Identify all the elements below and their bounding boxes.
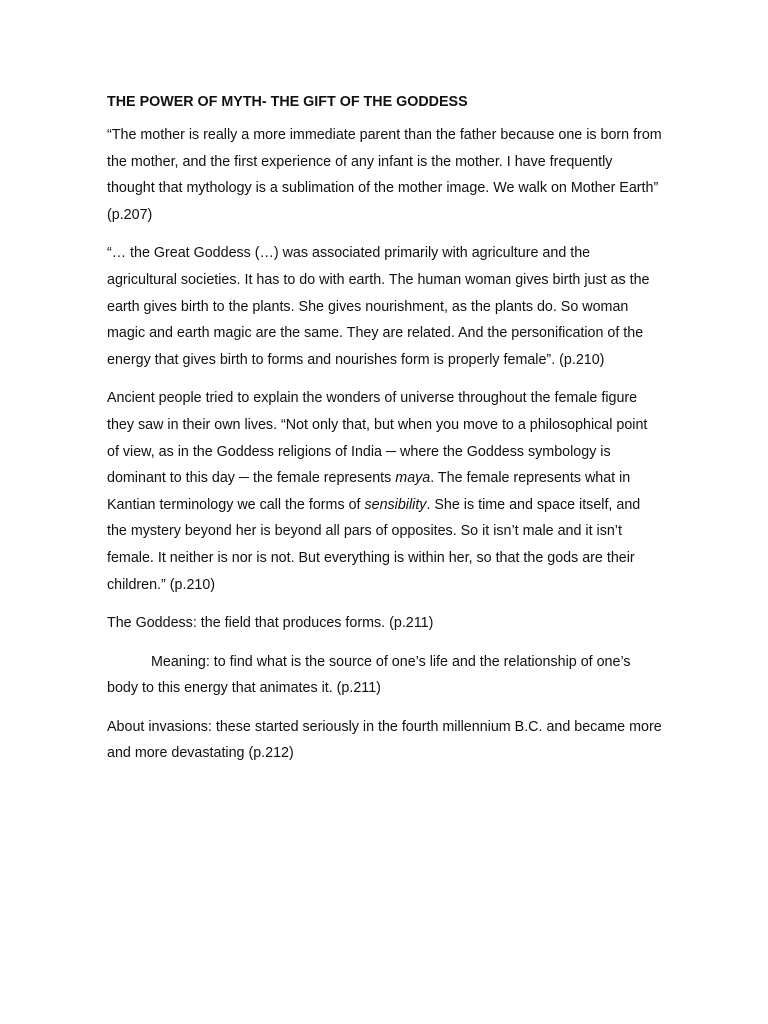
paragraph-text-segment: Ancient people tried to explain the wonders of universe throughout the female figure they saw in their own lives. “Not only that, but when you move to a philosophical point of view, as in the Goddess religions of India ─ where the Goddess symbology is dominant to this day ─ the female represents [107, 390, 648, 487]
paragraph-text-segment: . She is time and space itself, and the mystery beyond her is beyond all pars of opposites. So it isn’t male and it isn’t female. It neither is nor is not. But everything is within her, so that the gods are their children.” (p.210) [107, 496, 641, 593]
document-page [107, 92, 663, 779]
document-title: THE POWER OF MYTH- THE GIFT OF THE GODDESS [107, 94, 468, 110]
paragraph-invasions: About invasions: these started seriously in the fourth millennium B.C. and became more and more devastating (p.212) [107, 718, 662, 762]
paragraph-text-segment: . The female represents what in Kantian terminology we call the forms of [107, 470, 631, 513]
paragraph-mother-quote: “The mother is really a more immediate parent than the father because one is born from the mother, and the first experience of any infant is the mother. I have frequently thought that mythology is a sublimation of the mother image. We walk on Mother Earth” (p.207) [107, 127, 662, 223]
italic-term-maya: maya [395, 470, 431, 487]
italic-term-sensibility: sensibility [364, 496, 427, 513]
paragraph-ancient-people [107, 385, 663, 598]
paragraph-great-goddess-quote: “… the Great Goddess (…) was associated primarily with agriculture and the agricultural societies. It has to do with earth. The human woman gives birth just as the earth gives birth to the plants. She gives nourishment, as the plants do. So woman magic and earth magic are the same. They are related. And the personification of the energy that gives birth to forms and nourishes form is properly female”. (p.210) [107, 245, 650, 368]
paragraph-meaning: Meaning: to find what is the source of one’s life and the relationship of one’s body to this energy that animates it. (p.211) [107, 653, 631, 697]
paragraph-goddess-field: The Goddess: the field that produces forms. (p.211) [107, 615, 434, 632]
